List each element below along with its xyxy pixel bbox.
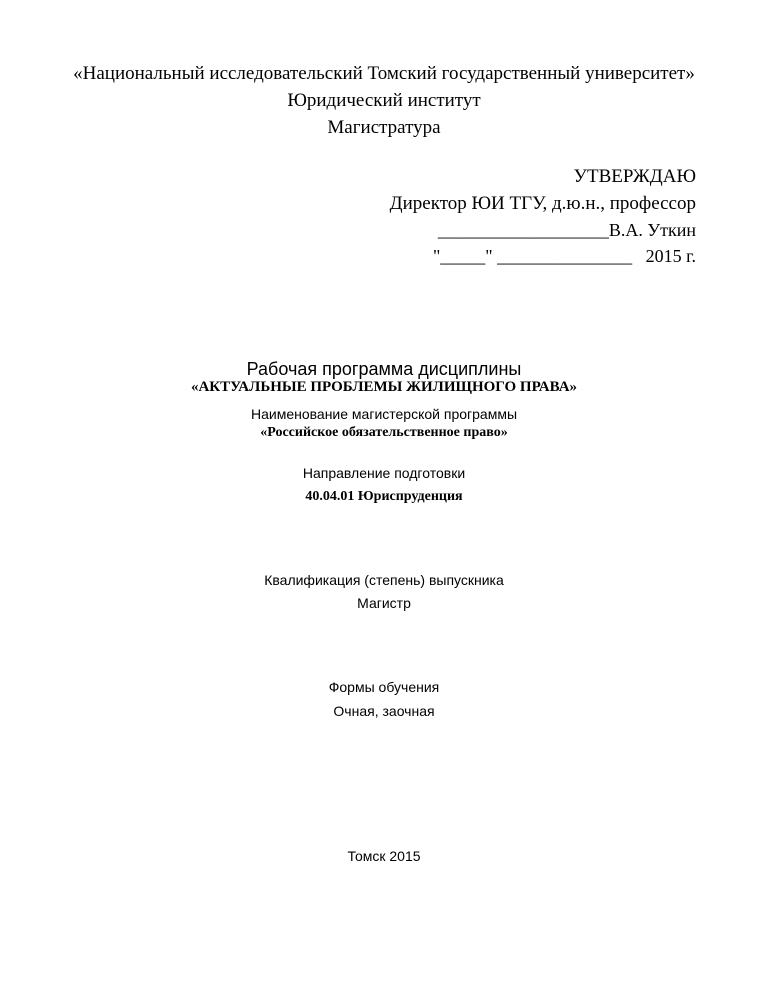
direction-label: Направление подготовки [302, 465, 466, 481]
approval-date-line: "_____" _______________ 2015 г. [432, 246, 696, 266]
university-name: «Национальный исследовательский Томский государственный университет» [73, 63, 695, 84]
approval-signature-line: ___________________В.А. Уткин [437, 220, 696, 240]
institute-name: Юридический институт [287, 90, 481, 111]
qualification-value: Магистр [357, 595, 411, 611]
master-program-label: Наименование магистерской программы [250, 406, 518, 422]
approval-position: Директор ЮИ ТГУ, д.ю.н., профессор [389, 193, 696, 214]
study-forms-value: Очная, заочная [333, 703, 435, 719]
discipline-title: «АКТУАЛЬНЫЕ ПРОБЛЕМЫ ЖИЛИЩНОГО ПРАВА» [190, 379, 578, 395]
approval-title: УТВЕРЖДАЮ [573, 166, 696, 187]
study-forms-label: Формы обучения [328, 679, 440, 695]
master-program-value: «Российское обязательственное право» [260, 425, 508, 440]
study-level: Магистратура [327, 117, 441, 138]
qualification-label: Квалификация (степень) выпускника [264, 572, 504, 588]
direction-value: 40.04.01 Юриспруденция [305, 489, 463, 504]
program-heading: Рабочая программа дисциплины [246, 359, 522, 379]
city-year: Томск 2015 [347, 848, 421, 864]
